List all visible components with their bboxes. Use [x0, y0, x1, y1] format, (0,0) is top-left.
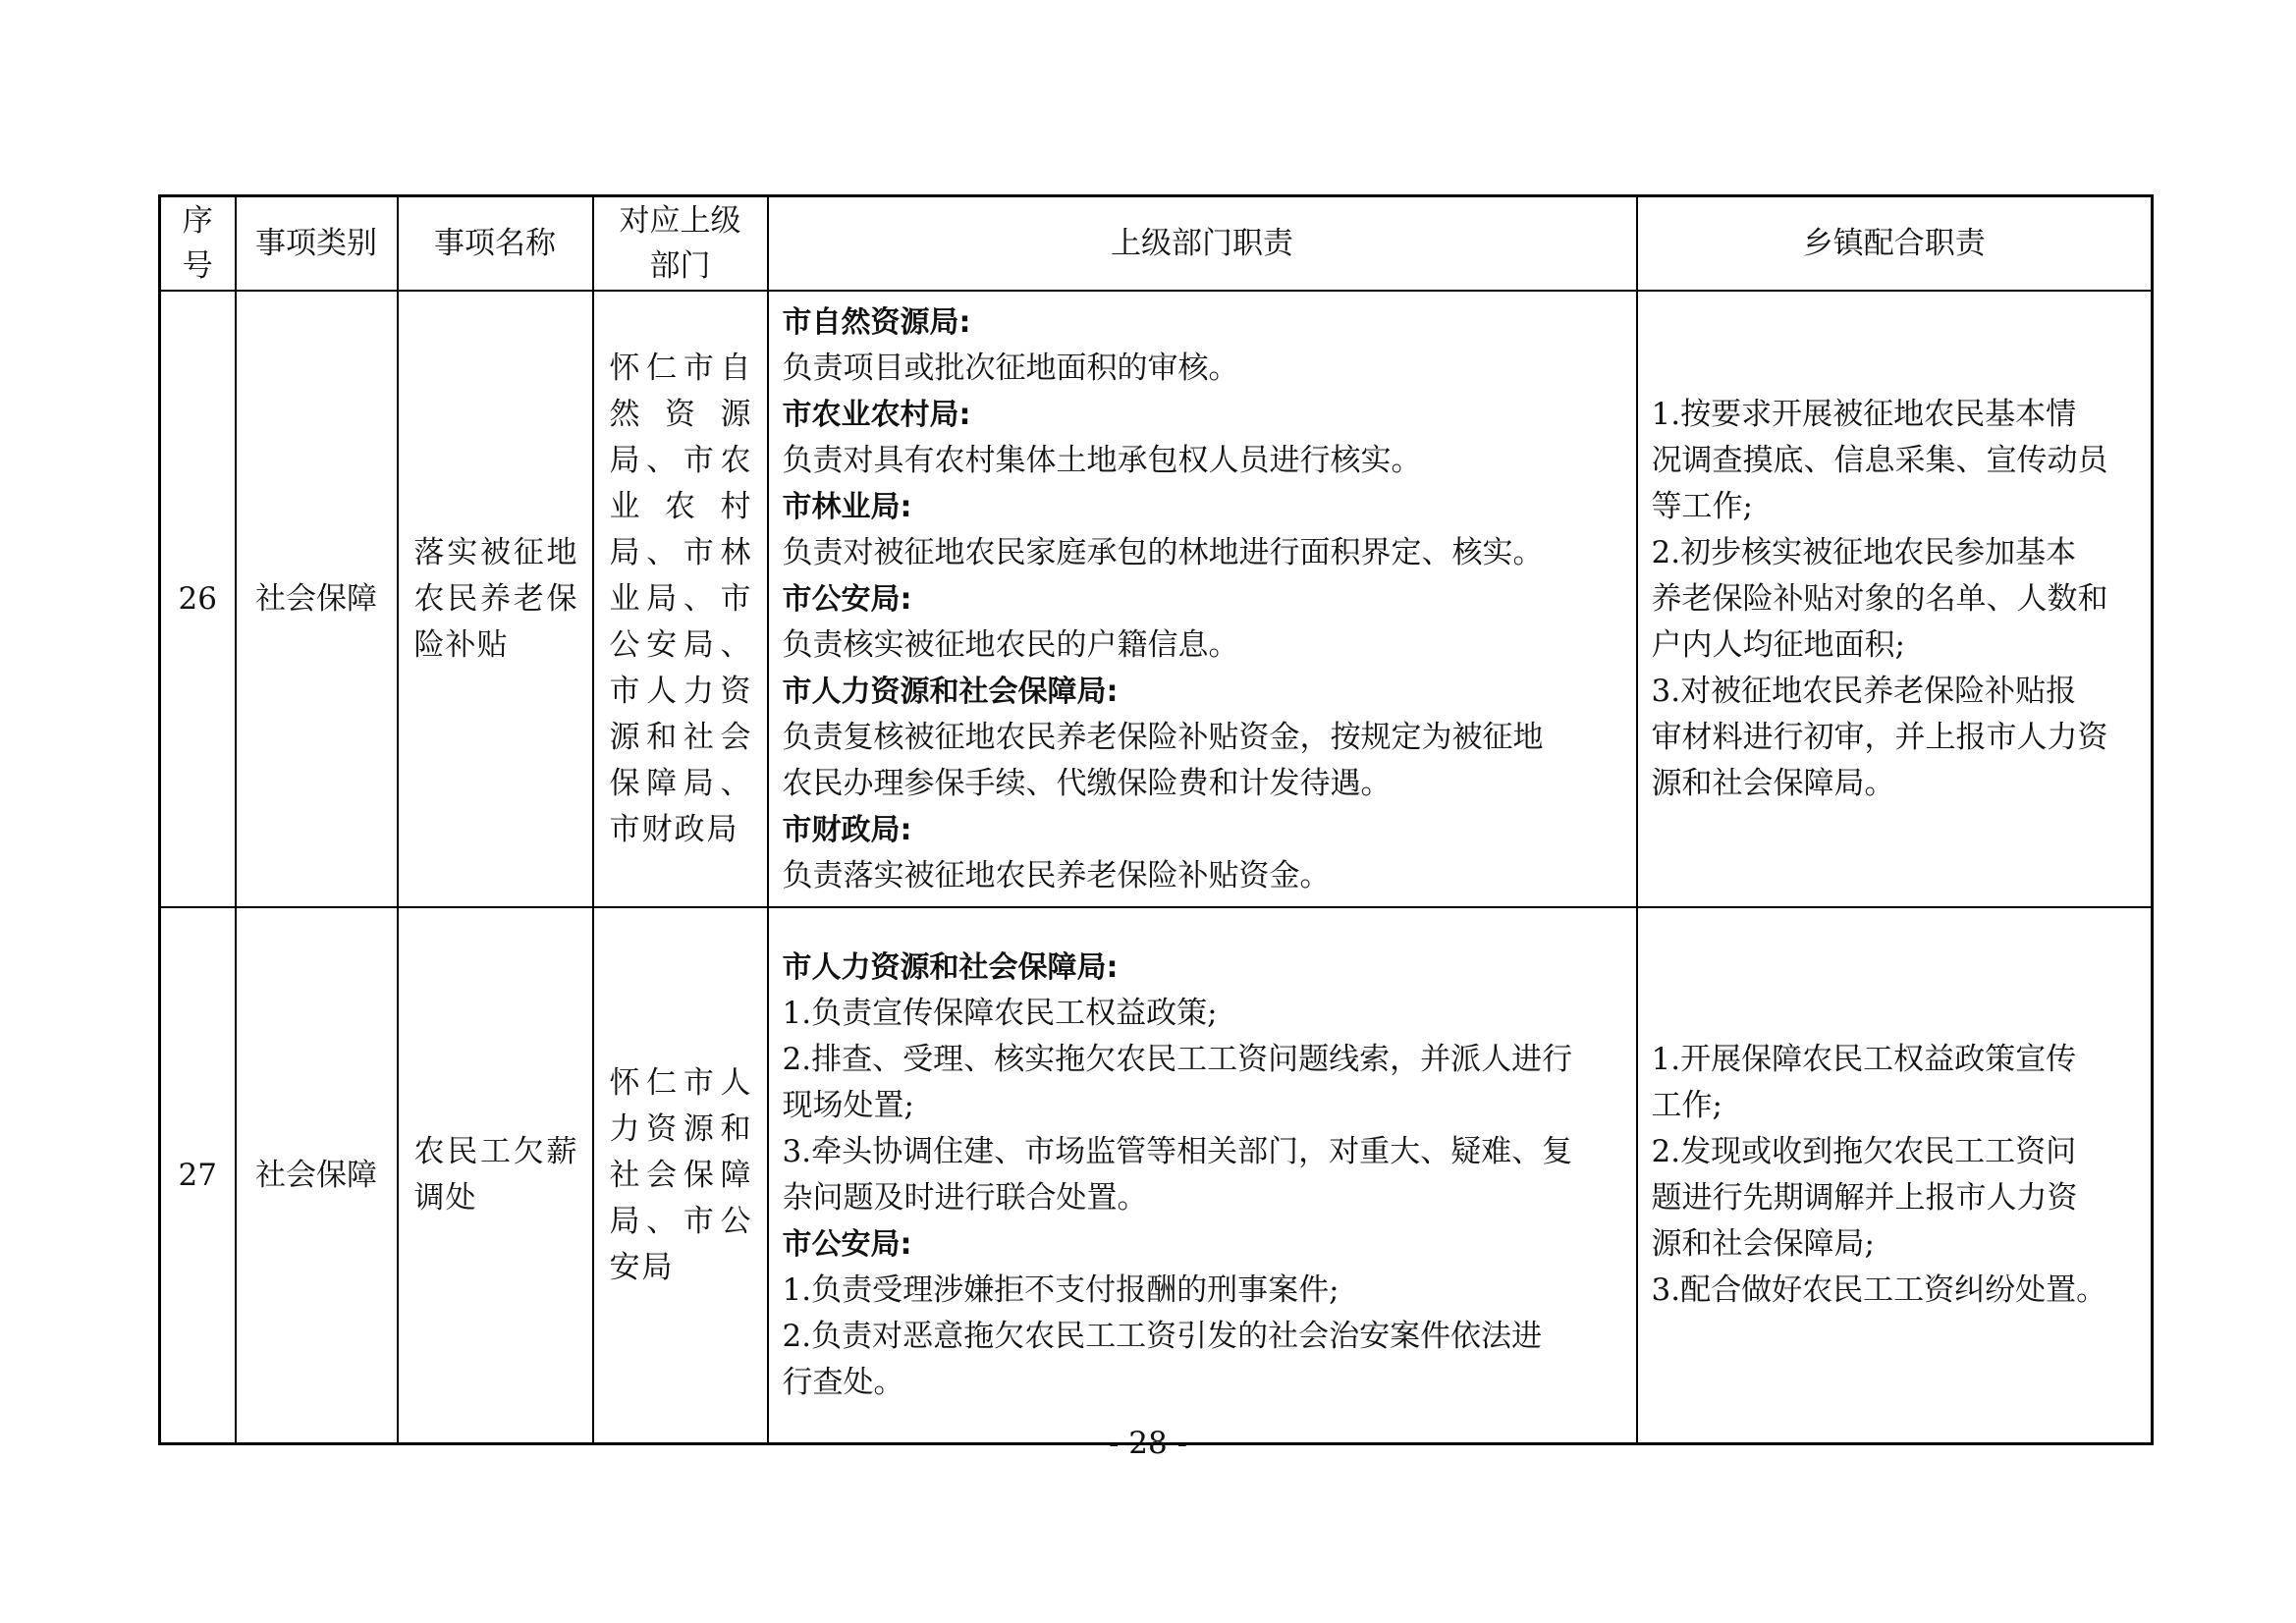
- dept-line: 保障局、: [609, 765, 753, 801]
- town-duty-line: 1.开展保障农民工权益政策宣传: [1651, 1042, 2077, 1077]
- town-duty-line: 2.发现或收到拖欠农民工工资问: [1651, 1134, 2077, 1169]
- dept-line: 公安局、: [609, 626, 753, 663]
- dept-duty-line: 现场处置;: [782, 1088, 914, 1123]
- page-number: - 28 -: [1108, 1426, 1188, 1461]
- dept-duty-line: 2.负责对恶意拖欠农民工工资引发的社会治安案件依法进: [782, 1319, 1543, 1354]
- header-town-duty: 乡镇配合职责: [1637, 196, 2153, 292]
- row-town-duty: [1637, 291, 2153, 907]
- dept-duty-heading: 市林业局:: [782, 489, 912, 524]
- header-item-name: 事项名称: [398, 196, 593, 292]
- item-name-line: 农民养老保: [413, 580, 578, 617]
- dept-line: 源和社会: [609, 719, 753, 755]
- header-dept-line2: 部门: [649, 248, 711, 284]
- dept-line: 社会保障: [609, 1157, 753, 1193]
- dept-duty-heading: 市公安局:: [782, 581, 912, 617]
- town-duty-line: 题进行先期调解并上报市人力资: [1651, 1180, 2078, 1216]
- dept-duty-line: 杂问题及时进行联合处置。: [782, 1180, 1148, 1216]
- table-body: [160, 291, 2153, 1444]
- dept-line: 怀仁市自: [609, 350, 753, 386]
- dept-line: 安局: [609, 1249, 675, 1285]
- town-duty-line: 3.配合做好农民工工资纠纷处置。: [1651, 1272, 2107, 1308]
- table-row: [160, 907, 2153, 1444]
- row-dept: [593, 291, 768, 907]
- row-seq: 27: [160, 907, 236, 1444]
- dept-duty-line: 行查处。: [782, 1365, 904, 1400]
- dept-duty-line: 负责项目或批次征地面积的审核。: [782, 350, 1239, 386]
- dept-line: 市人力资: [609, 673, 753, 709]
- dept-line: 局、市公: [609, 1203, 753, 1239]
- table-header-row: [160, 196, 2153, 292]
- town-duty-line: 等工作;: [1651, 488, 1753, 524]
- town-duty-line: 工作;: [1651, 1088, 1722, 1123]
- dept-duty-line: 2.排查、受理、核实拖欠农民工工资问题线索，并派人进行: [782, 1042, 1573, 1077]
- town-duty-line: 2.初步核实被征地农民参加基本: [1651, 534, 2077, 570]
- responsibility-table: [158, 194, 2154, 1445]
- town-duty-line: 源和社会保障局。: [1651, 765, 1895, 801]
- row-seq: 26: [160, 291, 236, 907]
- dept-line: 局、市林: [609, 534, 753, 570]
- dept-duty-line: 负责落实被征地农民养老保险补贴资金。: [782, 857, 1331, 893]
- row-upper-duty: [768, 291, 1637, 907]
- dept-duty-line: 3.牵头协调住建、市场监管等相关部门，对重大、疑难、复: [782, 1134, 1573, 1169]
- town-duty-line: 审材料进行初审，并上报市人力资: [1651, 719, 2108, 755]
- dept-line: 力资源和: [609, 1110, 753, 1147]
- item-name-line: 落实被征地: [413, 534, 578, 570]
- dept-duty-line: 负责对具有农村集体土地承包权人员进行核实。: [782, 442, 1422, 478]
- row-category: 社会保障: [236, 907, 398, 1444]
- header-dept-line1: 对应上级: [619, 203, 741, 239]
- header-seq: [160, 196, 236, 292]
- dept-duty-line: 负责核实被征地农民的户籍信息。: [782, 626, 1239, 663]
- header-upper-duty: 上级部门职责: [768, 196, 1637, 292]
- dept-line: 业局、市: [609, 580, 753, 617]
- dept-line: 怀仁市人: [609, 1064, 753, 1101]
- table-row: [160, 291, 2153, 907]
- item-name-line: 险补贴: [413, 626, 509, 663]
- town-duty-line: 1.按要求开展被征地农民基本情: [1651, 396, 2077, 432]
- row-item-name: [398, 291, 593, 907]
- row-dept: [593, 907, 768, 1444]
- dept-line: 然资源: [609, 396, 753, 432]
- row-upper-duty: [768, 907, 1637, 1444]
- dept-line: 业农村: [609, 488, 753, 524]
- item-name-line: 调处: [413, 1180, 477, 1216]
- town-duty-line: 源和社会保障局;: [1651, 1226, 1875, 1262]
- dept-duty-line: 负责对被征地农民家庭承包的林地进行面积界定、核实。: [782, 534, 1544, 570]
- dept-line: 局、市农: [609, 442, 753, 478]
- town-duty-line: 养老保险补贴对象的名单、人数和: [1651, 580, 2108, 617]
- dept-duty-heading: 市财政局:: [782, 812, 912, 847]
- dept-duty-line: 负责复核被征地农民养老保险补贴资金，按规定为被征地: [782, 719, 1544, 755]
- row-item-name: [398, 907, 593, 1444]
- row-town-duty: [1637, 907, 2153, 1444]
- dept-duty-heading: 市人力资源和社会保障局:: [782, 950, 1119, 985]
- dept-duty-heading: 市公安局:: [782, 1227, 912, 1262]
- header-seq-line1: 序: [182, 203, 213, 239]
- row-category: 社会保障: [236, 291, 398, 907]
- town-duty-line: 户内人均征地面积;: [1651, 626, 1905, 663]
- item-name-line: 农民工欠薪: [413, 1134, 578, 1169]
- header-category: 事项类别: [236, 196, 398, 292]
- dept-duty-heading: 市农业农村局:: [782, 397, 971, 432]
- dept-duty-line: 1.负责宣传保障农民工权益政策;: [782, 996, 1218, 1031]
- town-duty-line: 况调查摸底、信息采集、宣传动员: [1651, 442, 2108, 478]
- header-seq-line2: 号: [182, 248, 213, 284]
- header-dept: [593, 196, 768, 292]
- town-duty-line: 3.对被征地农民养老保险补贴报: [1651, 673, 2077, 709]
- dept-duty-heading: 市人力资源和社会保障局:: [782, 674, 1119, 709]
- dept-duty-heading: 市自然资源局:: [782, 304, 971, 340]
- dept-duty-line: 农民办理参保手续、代缴保险费和计发待遇。: [782, 765, 1392, 801]
- dept-duty-line: 1.负责受理涉嫌拒不支付报酬的刑事案件;: [782, 1272, 1339, 1308]
- dept-line: 市财政局: [609, 811, 739, 847]
